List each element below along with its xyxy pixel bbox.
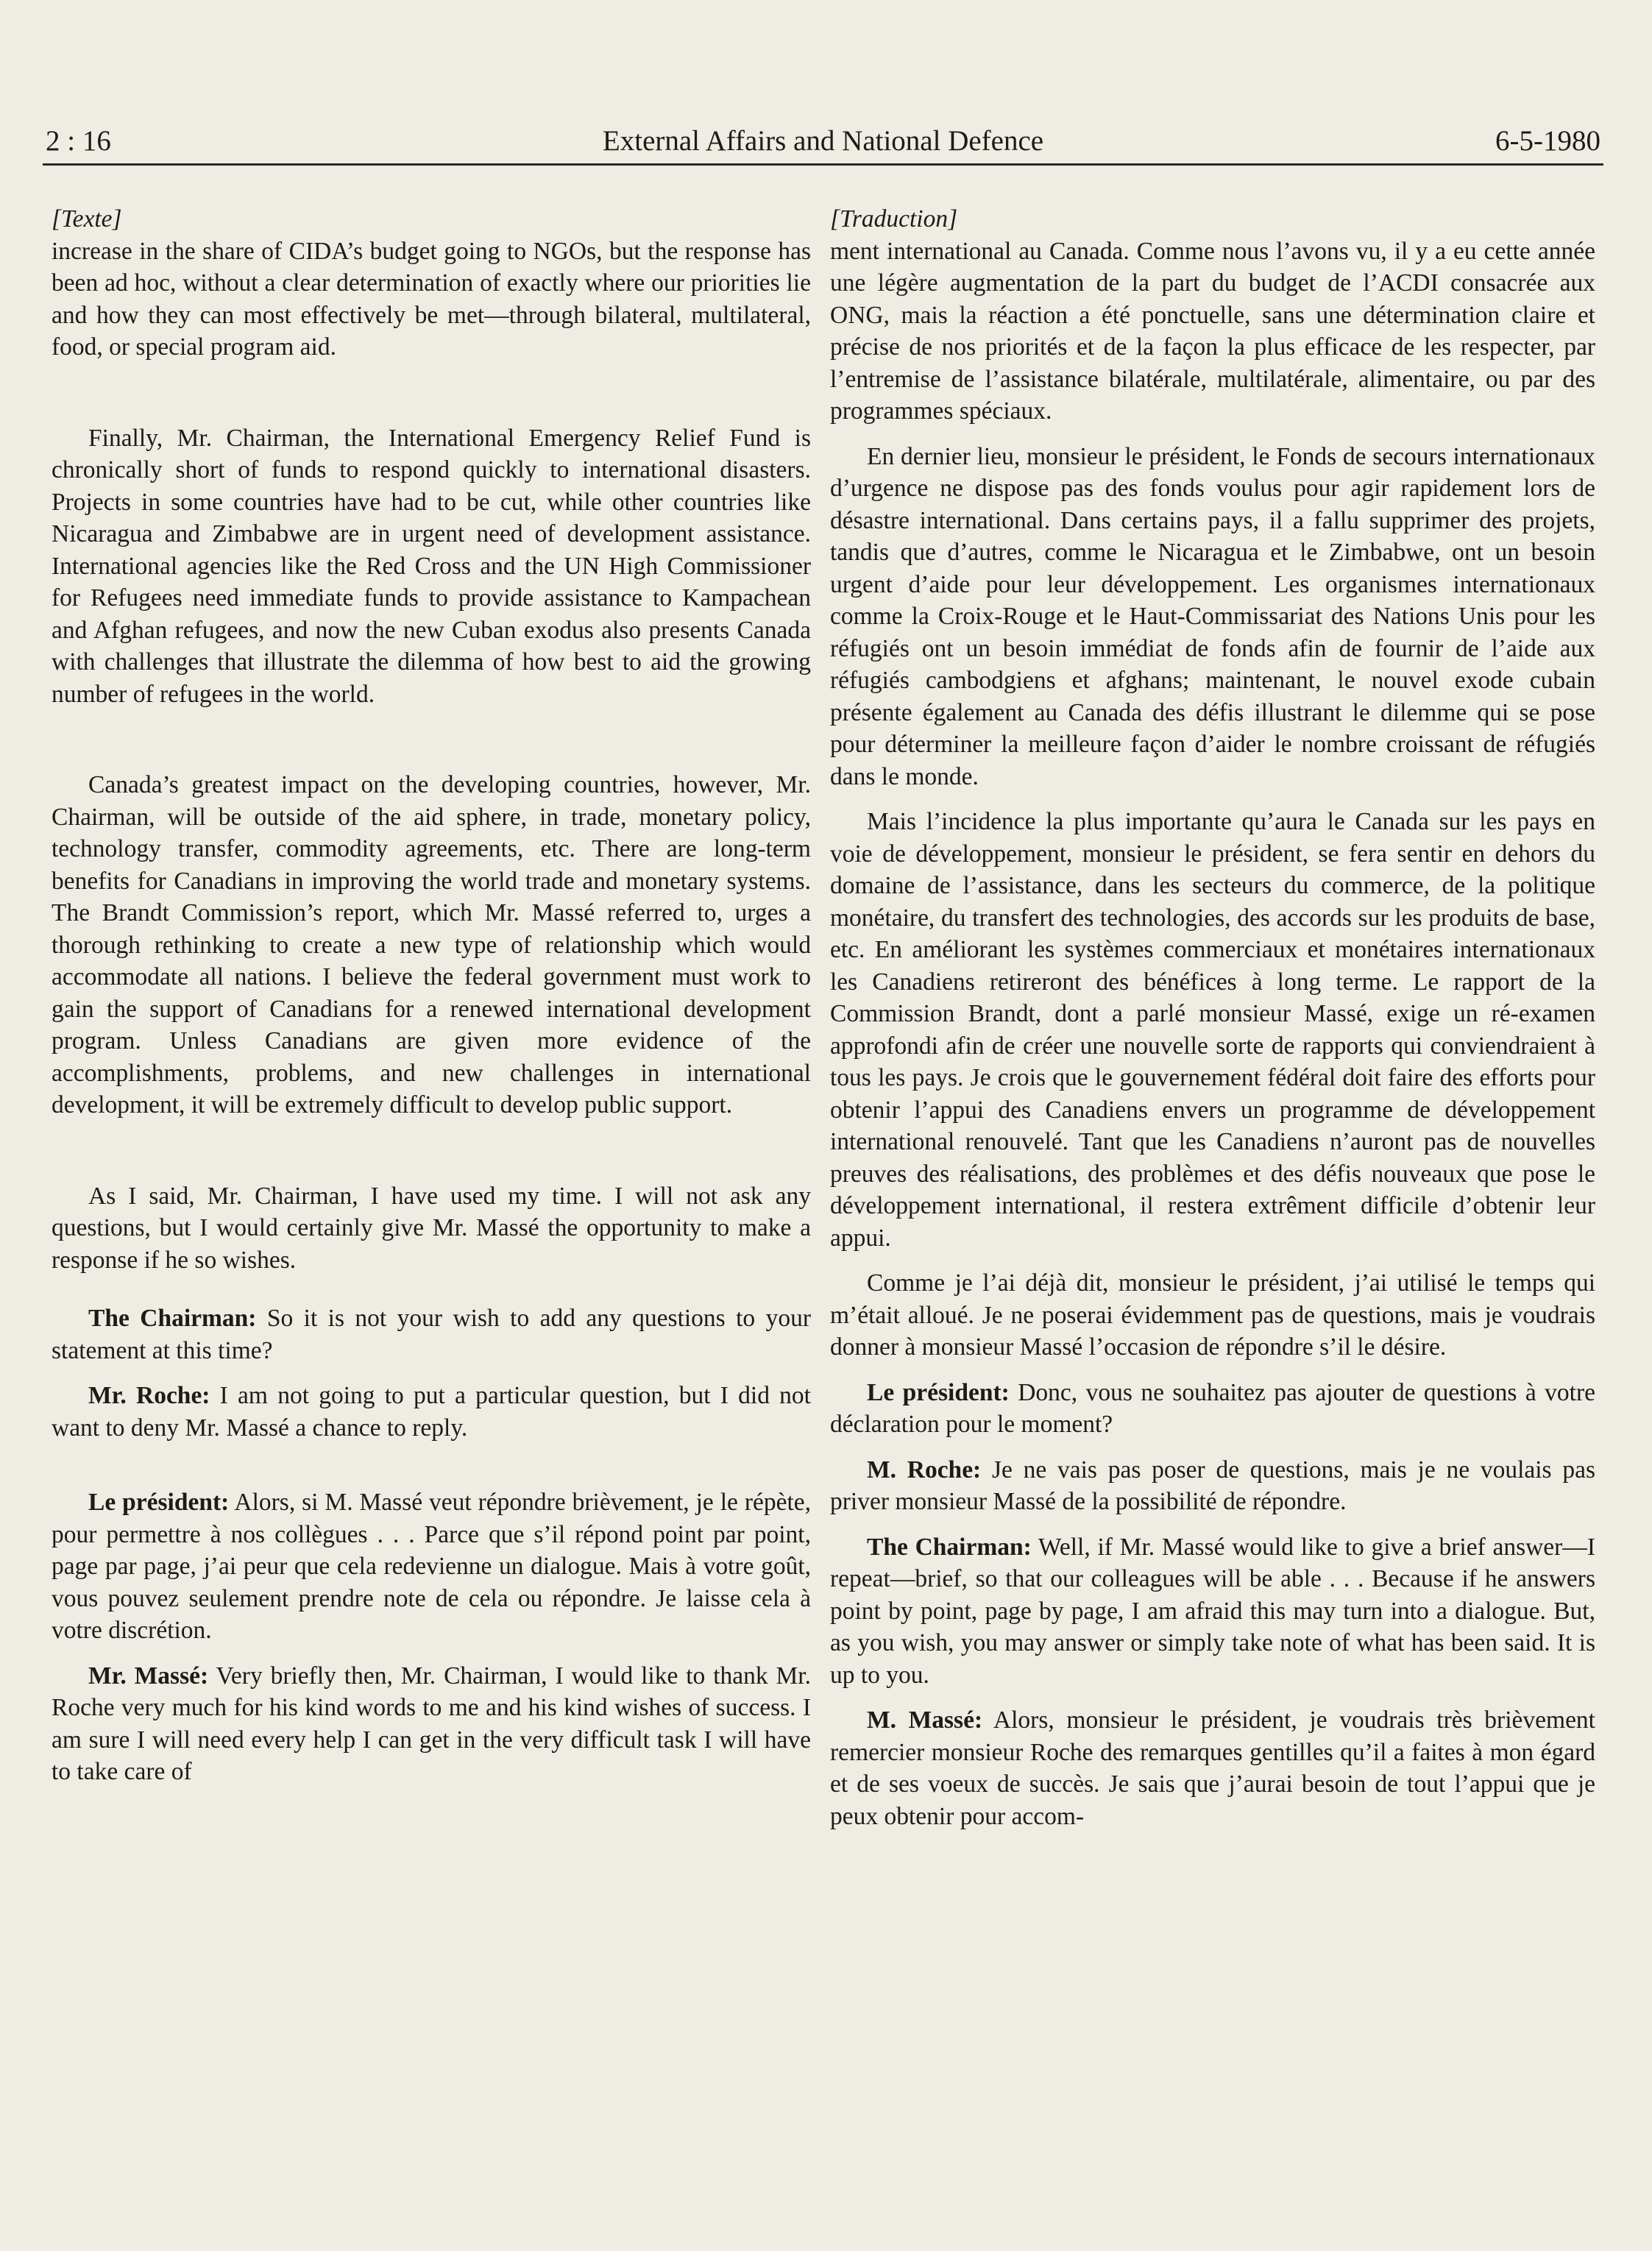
left-column-english	[52, 203, 811, 1788]
speaker-name: M. Massé:	[867, 1706, 983, 1734]
paragraph: Finally, Mr. Chairman, the International Emergency Relief Fund is chronically short of funds to respond quickly to international disasters. Projects in some countries have had to be cut, while other countries like Nicaragua and Zimbabwe are in urgent need of development assistance. International agencies like the Red Cross and the UN High Commissioner for Refugees need immediate funds to provide assistance to Kampachean and Afghan refugees, and now the new Cuban exodus also presents Canada with challenges that illustrate the dilemma of how best to aid the growing number of refugees in the world.	[52, 424, 811, 708]
page-header	[46, 124, 1600, 159]
speech-text: Donc, vous ne souhaitez pas ajouter de questions à votre déclaration pour le moment?	[830, 1378, 1595, 1438]
paragraph: Canada’s greatest impact on the developing countries, however, Mr. Chairman, will be outside of the aid sphere, in trade, monetary policy, technology transfer, commodity agreements, etc. There are long-term benefits for Canadians in improving the world trade and monetary systems. The Brandt Commission’s report, which Mr. Massé referred to, urges a thorough rethinking to create a new type of relationship which would accommodate all nations. I believe the federal government must work to gain the support of Canadians for a renewed international development program. Unless Canadians are given more evidence of the accomplishments, problems, and new challenges in international development, it will be extremely difficult to develop public support.	[52, 771, 811, 1119]
speaker-name: Mr. Roche:	[88, 1382, 210, 1409]
speaker-name: The Chairman:	[867, 1533, 1032, 1561]
speech-paragraph	[830, 1704, 1595, 1832]
language-tag-translation: [Traduction]	[830, 205, 958, 233]
speaker-name: M. Roche:	[867, 1456, 982, 1483]
speech-text: Well, if Mr. Massé would like to give a brief answer—I repeat—brief, so that our colleagues will be able . . . Because if he answers point by point, page by page, I am afraid this may turn into a dialogue. But, as you wish, you may answer or simply take note of what has been said. It is up to you.	[830, 1533, 1595, 1689]
page-title: External Affairs and National Defence	[602, 125, 1044, 157]
header-rule	[43, 163, 1603, 166]
speech-text: Alors, monsieur le président, je voudrais très brièvement remercier monsieur Roche des remarques gentilles qu’il a faites à mon égard et de ses voeux de succès. Je sais que j’aurai besoin de tout l’appui que je peux obtenir pour accom-	[830, 1706, 1595, 1830]
speech-text: I am not going to put a particular question, but I did not want to deny Mr. Massé a chance to reply.	[52, 1382, 811, 1442]
speaker-name: The Chairman:	[88, 1305, 257, 1332]
speech-paragraph	[830, 1377, 1595, 1441]
speech-paragraph	[830, 1531, 1595, 1692]
speech-text: Je ne vais pas poser de questions, mais je ne voulais pas priver monsieur Massé de la possibilité de répondre.	[830, 1456, 1595, 1515]
speaker-name: Le président:	[867, 1378, 1010, 1406]
speech-paragraph	[52, 1486, 811, 1647]
paragraph: As I said, Mr. Chairman, I have used my time. I will not ask any questions, but I would certainly give Mr. Massé the opportunity to make a response if he so wishes.	[52, 1182, 811, 1274]
page-date: 6-5-1980	[1495, 125, 1600, 157]
speech-text: So it is not your wish to add any questions to your statement at this time?	[52, 1305, 811, 1364]
speech-paragraph	[52, 1302, 811, 1366]
paragraph: increase in the share of CIDA’s budget going to NGOs, but the response has been ad hoc, without a clear determination of exactly where our priorities lie and how they can most effectively be met—through bilateral, multilateral, food, or special program aid.	[52, 237, 811, 361]
paragraph: ment international au Canada. Comme nous l’avons vu, il y a eu cette année une légère augmentation de la part du budget de l’ACDI consacrée aux ONG, mais la réaction a été ponctuelle, sans une détermination claire et précise de nos priorités et de la façon la plus efficace de les respecter, par l’entremise de l’assistance bilatérale, multilatérale, alimentaire, ou par des programmes spéciaux.	[830, 237, 1595, 425]
speech-text: Alors, si M. Massé veut répondre brièvement, je le répète, pour permettre à nos collègues . . . Parce que s’il répond point par point, page par page, j’ai peur que cela redevienne un dialogue. Mais à votre goût, vous pouvez seulement prendre note de cela ou répondre. Je laisse cela à votre discrétion.	[52, 1489, 812, 1644]
speech-paragraph	[52, 1380, 811, 1444]
language-tag-text: [Texte]	[52, 205, 122, 233]
speech-paragraph	[52, 1660, 811, 1788]
paragraph: Mais l’incidence la plus importante qu’aura le Canada sur les pays en voie de développement, monsieur le président, se fera sentir en dehors du domaine de l’assistance, dans les secteurs du commerce, de la politique monétaire, du transfert des technologies, des accords sur les produits de base, etc. En améliorant les systèmes commerciaux et monétaires internationaux les Canadiens retireront des bénéfices à long terme. Le rapport de la Commission Brandt, dont a parlé monsieur Massé, exige un ré-examen approfondi afin de créer une nouvelle sorte de rapports qui conviendraient à tous les pays. Je crois que le gouvernement fédéral doit faire des efforts pour obtenir l’appui des Canadiens envers un programme de développement international renouvelé. Tant que les Canadiens n’auront pas de nouvelles preuves des réalisations, des problèmes et des défis nouveaux que pose le développement international, il restera extrêment difficile d’obtenir leur appui.	[830, 808, 1595, 1252]
speaker-name: Le président:	[88, 1489, 230, 1516]
speech-paragraph	[830, 1454, 1595, 1518]
speech-text: Very briefly then, Mr. Chairman, I would like to thank Mr. Roche very much for his kind words to me and his kind wishes of success. I am sure I will need every help I can get in the very difficult task I will have to take care of	[52, 1662, 811, 1785]
paragraph: En dernier lieu, monsieur le président, le Fonds de secours internationaux d’urgence ne dispose pas des fonds voulus pour agir rapidement lors de désastre international. Dans certains pays, il a fallu supprimer des projets, tandis que d’autres, comme le Nicaragua et le Zimbabwe, ont un besoin urgent d’aide pour leur développement. Les organismes internationaux comme la Croix-Rouge et le Haut-Commissariat des Nations Unis pour les réfugiés ont un besoin immédiat de fonds afin de fournir de l’aide aux réfugiés cambodgiens et afghans; maintenant, le nouvel exode cubain présente également au Canada des défis illustrant le dilemme qui se pose pour déterminer la meilleure façon d’aider le nombre croissant de réfugiés dans le monde.	[830, 442, 1595, 790]
speaker-name: Mr. Massé:	[88, 1662, 209, 1690]
right-column-french	[830, 203, 1595, 1832]
page-number: 2 : 16	[46, 125, 111, 157]
paragraph: Comme je l’ai déjà dit, monsieur le président, j’ai utilisé le temps qui m’était alloué. Je ne poserai évidemment pas de questions, mais je voudrais donner à monsieur Massé l’occasion de répondre s’il le désire.	[830, 1269, 1595, 1361]
